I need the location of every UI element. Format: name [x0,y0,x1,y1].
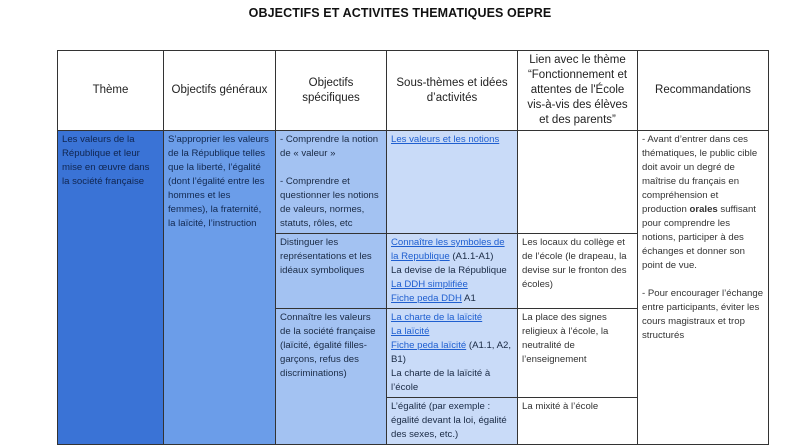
lien-cell: La mixité à l’école [518,398,638,445]
link-valeurs-notions[interactable]: Les valeurs et les notions [391,134,500,145]
sous-themes-cell: La charte de la laïcité La laïcité Fiche peda laïcité (A1.1, A2, B1) La charte de la laïcité à l’école [387,309,518,398]
link-symboles-republique[interactable]: Connaître les symboles de la Republique [391,237,505,262]
objectifs-specifiques-cell: Connaître les valeurs de la société française (laïcité, égalité filles-garçons, refus des discriminations) [276,309,387,445]
objectifs-specifiques-cell: Distinguer les représentations et les idéaux symboliques [276,234,387,309]
header-recommandations: Recommandations [638,51,769,131]
header-objectifs-generaux: Objectifs généraux [164,51,276,131]
table-row [58,131,769,234]
objectives-table [57,50,769,445]
specifique-text: - Comprendre la notion de « valeur » [280,134,379,159]
recommandations-cell [638,131,769,445]
header-objectifs-specifiques: Objectifs spécifiques [276,51,387,131]
sous-themes-cell: L’égalité (par exemple : égalité devant la loi, égalité des sexes, etc.) [387,398,518,445]
sous-themes-cell: Connaître les symboles de la Republique (A1.1-A1) La devise de la République La DDH simplifiée Fiche peda DDH A1 [387,234,518,309]
specifique-text: - Comprendre et questionner les notions de valeurs, normes, statuts, rôles, etc [280,176,379,229]
header-lien-ecole: Lien avec le thème “Fonctionnement et attentes de l'École vis-à-vis des élèves et des parents” [518,51,638,131]
sous-themes-cell [387,131,518,234]
lien-cell [518,131,638,234]
table-header-row [58,51,769,131]
document-title: OBJECTIFS ET ACTIVITES THEMATIQUES OEPRE [248,6,552,20]
link-laicite[interactable]: La laïcité [391,326,430,337]
objectifs-specifiques-cell [276,131,387,234]
lien-cell: La place des signes religieux à l’école, la neutralité de l’enseignement [518,309,638,398]
lien-cell: Les locaux du collège et de l’école (le drapeau, la devise sur le fronton des écoles) [518,234,638,309]
link-fiche-peda-laicite[interactable]: Fiche peda laïcité [391,340,467,351]
header-theme: Thème [58,51,164,131]
link-fiche-peda-ddh[interactable]: Fiche peda DDH [391,293,462,304]
link-charte-laicite[interactable]: La charte de la laïcité [391,312,483,323]
objectifs-generaux-cell: S’approprier les valeurs de la République telles que la liberté, l’égalité (dont l’égalité entre les hommes et les femmes), la fraternité, la laïcité, l’instruction [164,131,276,445]
recommandation-1: - Avant d’entrer dans ces thématiques, le public cible doit avoir un degré de maîtrise du français en compréhension et production orales suffisant pour comprendre les notions, participer à des échanges et donner son point de vue. [642,134,758,271]
emphasis-orales: orales [689,204,718,215]
link-ddh-simplifiee[interactable]: La DDH simplifiée [391,279,468,290]
recommandation-2: - Pour encourager l’échange entre participants, éviter les cours magistraux et trop structurés [642,288,764,341]
header-sous-themes: Sous-thèmes et idées d’activités [387,51,518,131]
theme-cell: Les valeurs de la République et leur mise en œuvre dans la société française [58,131,164,445]
